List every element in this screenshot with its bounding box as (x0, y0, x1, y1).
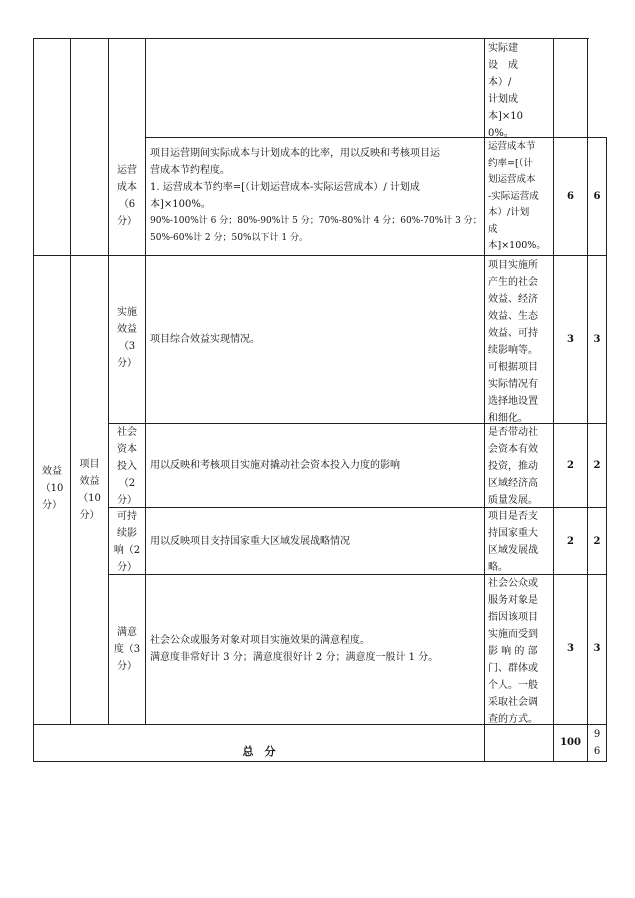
obtained-score-cell: 6 (593, 191, 601, 202)
indicator-cell: 社会 资本 投入 （2 分） (117, 427, 137, 506)
obtained-score-cell: 2 (593, 536, 601, 547)
col-divider (145, 38, 146, 724)
standard-cell: 社会公众或 服务对象是 指因该项目 实施而受到 影 响 的 部 门、群体或 个人。一般 采取社会调 查的方式。 (488, 578, 538, 725)
score-cell: 3 (567, 334, 574, 345)
indicator-cell: 实施 效益 （3 分） (117, 307, 137, 369)
indicator-cell: 满意 度（3 分） (113, 627, 141, 672)
standard-cell: 项目实施所 产生的社会 效益、经济 效益、生态 效益、可持 续影响等。 可根据项目 实际情况有 选择地设置 和细化。 (488, 260, 538, 424)
explanation-cell: 社会公众或服务对象对项目实施效果的满意程度。 满意度非常好计 3 分；满意度很好计 2 分；满意度一般计 1 分。 (150, 635, 439, 663)
obtained-score-cell: 3 (593, 334, 601, 345)
score-cell: 2 (567, 460, 574, 471)
explanation-cell: 用以反映项目支持国家重大区域发展战略情况 (150, 536, 350, 547)
obtained-score-cell: 2 (593, 460, 601, 471)
explanation-cell: 项目综合效益实现情况。 (150, 334, 260, 345)
table-top-border (33, 38, 589, 39)
table-left-border (33, 38, 34, 761)
score-cell: 6 (567, 191, 574, 202)
explanation-cell: 项目运营期间实际成本与计划成本的比率，用以反映和考核项目运 营成本节约程度。 1. 运营成本节约率=[（计划运营成本-实际运营成本）/ 计划成 本]×100%。 90%-100%计 6 分；80%-90%计 5 分；70%-80%计 4 分；60%-70%计 3 分； 50%-60%计 2 分；50%以下计 1 分。 (150, 148, 482, 243)
obtained-score-cell: 3 (593, 643, 601, 654)
row-divider (33, 255, 607, 256)
col-divider (70, 38, 71, 724)
indicator-cell: 可持 续影 响（2 分） (113, 511, 141, 573)
table-right-border (606, 137, 607, 761)
score-cell: 3 (567, 643, 574, 654)
standard-cell: 运营成本节 约率=[（计 划运营成本 -实际运营成 本）/计划 成 本]×100%。 (488, 141, 546, 251)
col-divider (108, 38, 109, 724)
standard-cell: 实际建 设 成 本）/ 计划成 本]×10 0%。 (488, 43, 524, 139)
col-divider (484, 38, 485, 761)
explanation-cell: 用以反映和考核项目实施对撬动社会资本投入力度的影响 (150, 460, 400, 471)
standard-cell: 项目是否支 持国家重大 区域发展战 略。 (488, 511, 538, 573)
total-obtained-cell: 9 6 (593, 729, 601, 757)
level1-indicator-cell: 效益 （10 分） (40, 466, 64, 511)
indicator-cell: 运营 成本 （6 分） (117, 165, 137, 227)
level2-indicator-cell: 项目 效益 （10 分） (78, 459, 101, 521)
score-cell: 2 (567, 536, 574, 547)
total-label: 总 分 (242, 745, 276, 758)
table-bottom-border (33, 761, 607, 762)
total-score-cell: 100 (560, 737, 581, 748)
standard-cell: 是否带动社 会资本有效 投资，推动 区域经济高 质量发展。 (488, 427, 538, 506)
